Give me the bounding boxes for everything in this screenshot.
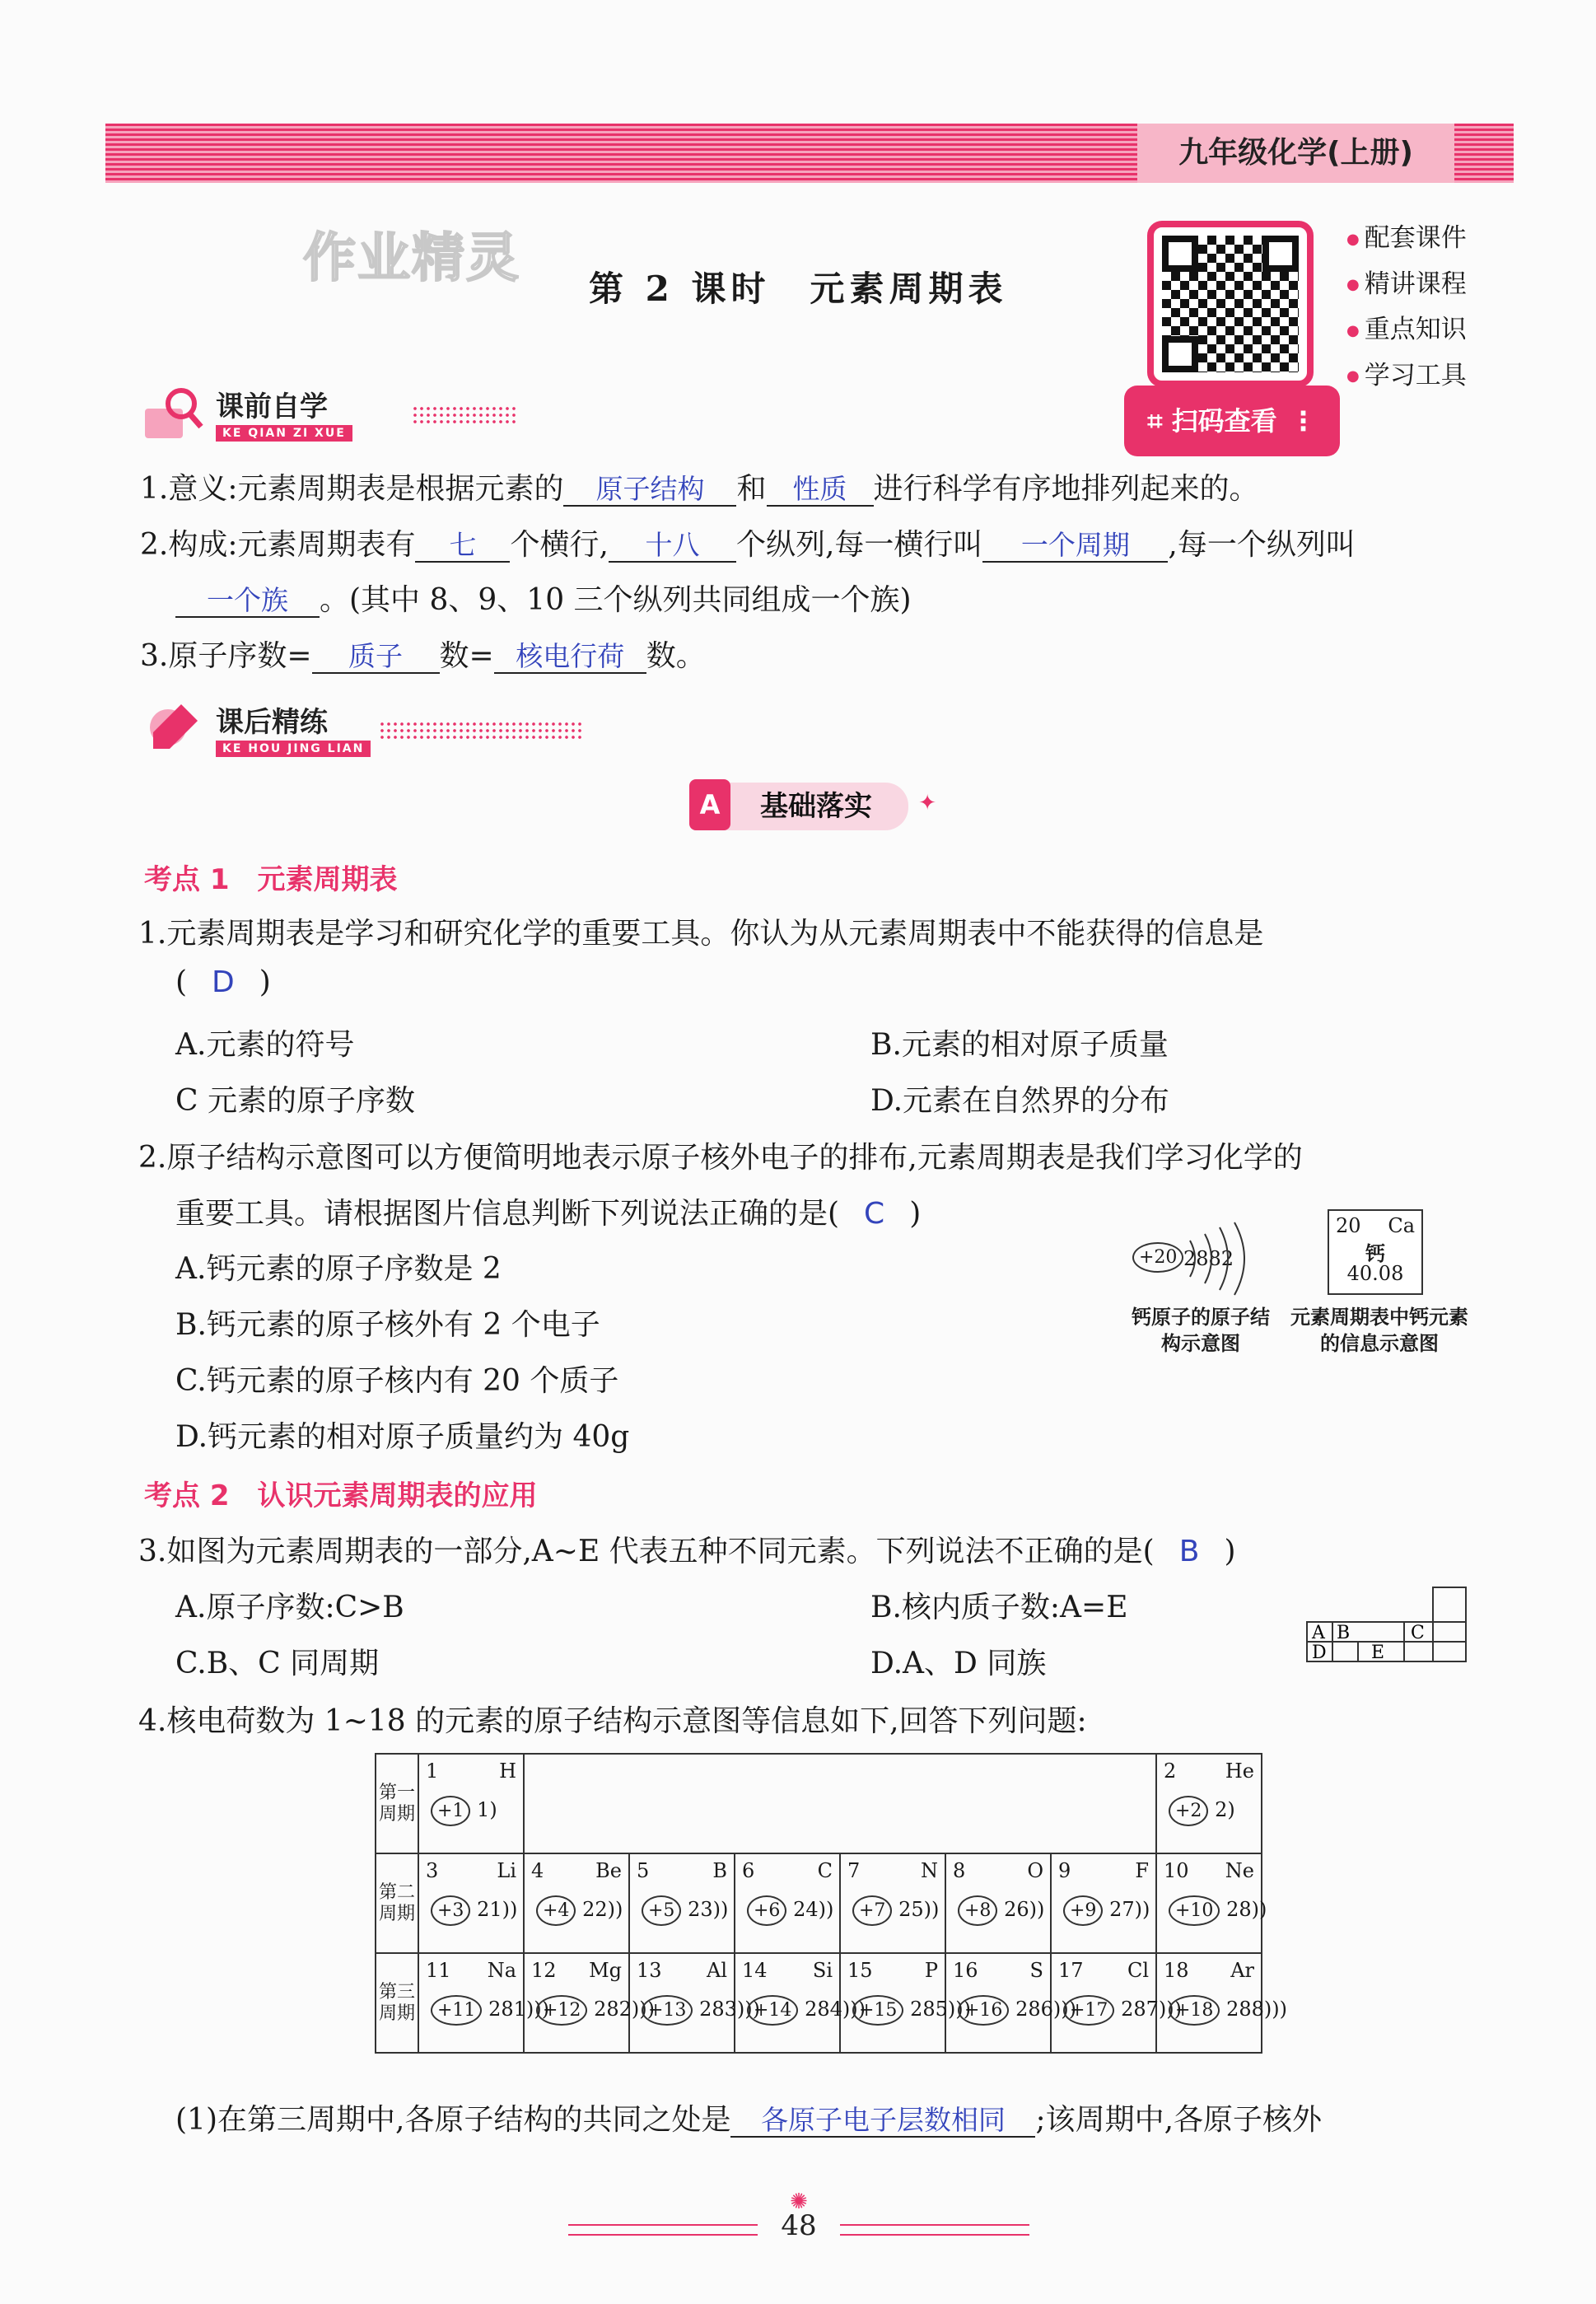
element-cell: 3 Li +3 21)) xyxy=(418,1853,524,1953)
ca-atom-diagram xyxy=(1132,1217,1264,1300)
pre-q3: 3.原子序数= 质子 数= 核电行荷 数。 xyxy=(140,639,706,673)
q1-option-b: B.元素的相对原子质量 xyxy=(870,1028,1169,1062)
q4-stem: 4.核电荷数为 1~18 的元素的原子结构示意图等信息如下,回答下列问题: xyxy=(138,1704,1087,1738)
element-cell: 4 Be +4 22)) xyxy=(524,1853,629,1953)
q3-answer: B xyxy=(1178,1535,1200,1568)
element-cell: 5 B +5 23)) xyxy=(629,1853,735,1953)
post-practice-title: 课后精练 xyxy=(216,706,328,739)
q3-stem: 3.如图为元素周期表的一部分,A~E 代表五种不同元素。下列说法不正确的是( B ) xyxy=(138,1535,1236,1568)
footer-line-left-2 xyxy=(568,2234,758,2236)
element-cell: 14 Si +14 284))) xyxy=(735,1953,840,2053)
q2-stem-2: 重要工具。请根据图片信息判断下列说法正确的是( C ) xyxy=(175,1197,922,1231)
pre-q2-cont: 一个族 。(其中 8、9、10 三个纵列共同组成一个族) xyxy=(175,577,912,619)
element-cell: 6 C +6 24)) xyxy=(735,1853,840,1953)
ca-atom-caption: 钙原子的原子结构示意图 xyxy=(1132,1306,1270,1355)
ca-nucleus: +20 xyxy=(1132,1242,1183,1273)
element-cell: 18 Ar +18 288))) xyxy=(1156,1953,1262,2053)
q1-stem: 1.元素周期表是学习和研究化学的重要工具。你认为从元素周期表中不能获得的信息是 xyxy=(138,917,1264,951)
q1-answer: D xyxy=(212,965,235,999)
footer-line-right xyxy=(840,2224,1029,2226)
q1-option-d: D.元素在自然界的分布 xyxy=(870,1084,1170,1118)
book-icon: ✺ xyxy=(790,2190,808,2214)
pre-q1: 1.意义:元素周期表是根据元素的 原子结构 和 性质 进行科学有序地排列起来的。 xyxy=(140,472,1259,506)
grid-b: B xyxy=(1337,1623,1351,1643)
q3-option-c: C.B、C 同周期 xyxy=(175,1647,380,1680)
link-tools[interactable]: ● 学习工具 xyxy=(1346,353,1467,400)
q1-option-a: A.元素的符号 xyxy=(175,1028,355,1062)
element-cell: 8 O +8 26)) xyxy=(945,1853,1051,1953)
grid-e: E xyxy=(1371,1643,1385,1663)
pre-study-en: KE QIAN ZI XUE xyxy=(216,425,352,442)
element-cell: 2 He +2 2) xyxy=(1156,1754,1262,1853)
periodic-table-1-18 xyxy=(375,1753,1287,2054)
grid-d: D xyxy=(1312,1643,1327,1663)
ca-shells: 2882 xyxy=(1183,1247,1234,1270)
foundation-banner: A 基础落实 ✦ xyxy=(696,783,908,830)
q2-option-b: B.钙元素的原子核外有 2 个电子 xyxy=(175,1308,600,1342)
q1-answer-line: ( D ) xyxy=(175,965,271,999)
qr-icon: ⌗ xyxy=(1147,405,1172,437)
q3-option-a: A.原子序数:C>B xyxy=(175,1591,404,1624)
q4-sub1-answer: 各原子电子层数相同 xyxy=(730,2105,1035,2138)
grid-a: A xyxy=(1312,1623,1325,1643)
element-cell: 9 F +9 27)) xyxy=(1051,1853,1156,1953)
q2-answer: C xyxy=(864,1197,885,1231)
q4-sub1: (1)在第三周期中,各原子结构的共同之处是 各原子电子层数相同 ;该周期中,各原子核外 xyxy=(175,2103,1323,2137)
q2-option-d: D.钙元素的相对原子质量约为 40g xyxy=(175,1420,630,1454)
footer-line-left xyxy=(568,2224,758,2226)
element-cell: 13 Al +13 283))) xyxy=(629,1953,735,2053)
q1-option-c: C 元素的原子序数 xyxy=(175,1084,415,1118)
element-cell: 17 Cl +17 287))) xyxy=(1051,1953,1156,2053)
watermark: 作业精灵 xyxy=(303,228,520,289)
q3-option-b: B.核内质子数:A=E xyxy=(870,1591,1128,1624)
element-cell: 16 S +16 286))) xyxy=(945,1953,1051,2053)
ca-card-caption: 元素周期表中钙元素的信息示意图 xyxy=(1290,1306,1468,1355)
period-label: 第一周期 xyxy=(376,1754,418,1853)
footer-line-right-2 xyxy=(840,2234,1029,2236)
book-title: 九年级化学(上册) xyxy=(1137,124,1454,183)
q2-option-a: A.钙元素的原子序数是 2 xyxy=(175,1252,502,1286)
lesson-title: 第 2 课时 元素周期表 xyxy=(589,269,1008,309)
star-icon: ✦ xyxy=(918,791,936,816)
level-badge: A xyxy=(689,779,730,830)
period-label: 第三周期 xyxy=(376,1953,418,2053)
q3-option-d: D.A、D 同族 xyxy=(870,1647,1047,1680)
pencil-icon xyxy=(140,696,206,762)
q2-option-c: C.钙元素的原子核内有 20 个质子 xyxy=(175,1364,619,1398)
element-cell: 15 P +15 285))) xyxy=(840,1953,945,2053)
pre-q2: 2.构成:元素周期表有 七 个横行, 十八 个纵列,每一横行叫 一个周期 ,每一个纵列叫 xyxy=(140,528,1356,562)
resource-links xyxy=(1346,216,1467,399)
element-cell: 10 Ne +10 28)) xyxy=(1156,1853,1262,1953)
link-knowledge[interactable]: ● 重点知识 xyxy=(1346,307,1467,353)
link-course[interactable]: ● 精讲课程 xyxy=(1346,262,1467,308)
study-icon xyxy=(140,381,206,446)
header-band xyxy=(105,124,1514,183)
shell-arcs xyxy=(1182,1217,1264,1300)
element-cell: 11 Na +11 281))) xyxy=(418,1953,524,2053)
period-label: 第二周期 xyxy=(376,1853,418,1953)
kaodian-2: 考点 2 认识元素周期表的应用 xyxy=(144,1479,538,1512)
pre-study-title: 课前自学 xyxy=(216,390,328,423)
q3-grid xyxy=(1305,1586,1470,1665)
element-cell: 7 N +7 25)) xyxy=(840,1853,945,1953)
ca-element-card: 20 Ca 钙 40.08 xyxy=(1328,1209,1423,1295)
page-number: 48 xyxy=(781,2209,817,2242)
grid-c: C xyxy=(1411,1623,1425,1643)
link-courseware[interactable]: ● 配套课件 xyxy=(1346,216,1467,262)
element-cell: 12 Mg +12 282))) xyxy=(524,1953,629,2053)
qr-code[interactable] xyxy=(1147,221,1314,387)
element-cell: 1 H +1 1) xyxy=(418,1754,524,1853)
q2-stem-1: 2.原子结构示意图可以方便简明地表示原子核外电子的排布,元素周期表是我们学习化学的 xyxy=(138,1141,1303,1175)
kaodian-1: 考点 1 元素周期表 xyxy=(144,863,398,896)
scan-button[interactable]: ⌗ 扫码查看 ⋮ xyxy=(1124,386,1340,456)
post-practice-en: KE HOU JING LIAN xyxy=(216,741,371,757)
table-gap xyxy=(524,1754,1156,1853)
